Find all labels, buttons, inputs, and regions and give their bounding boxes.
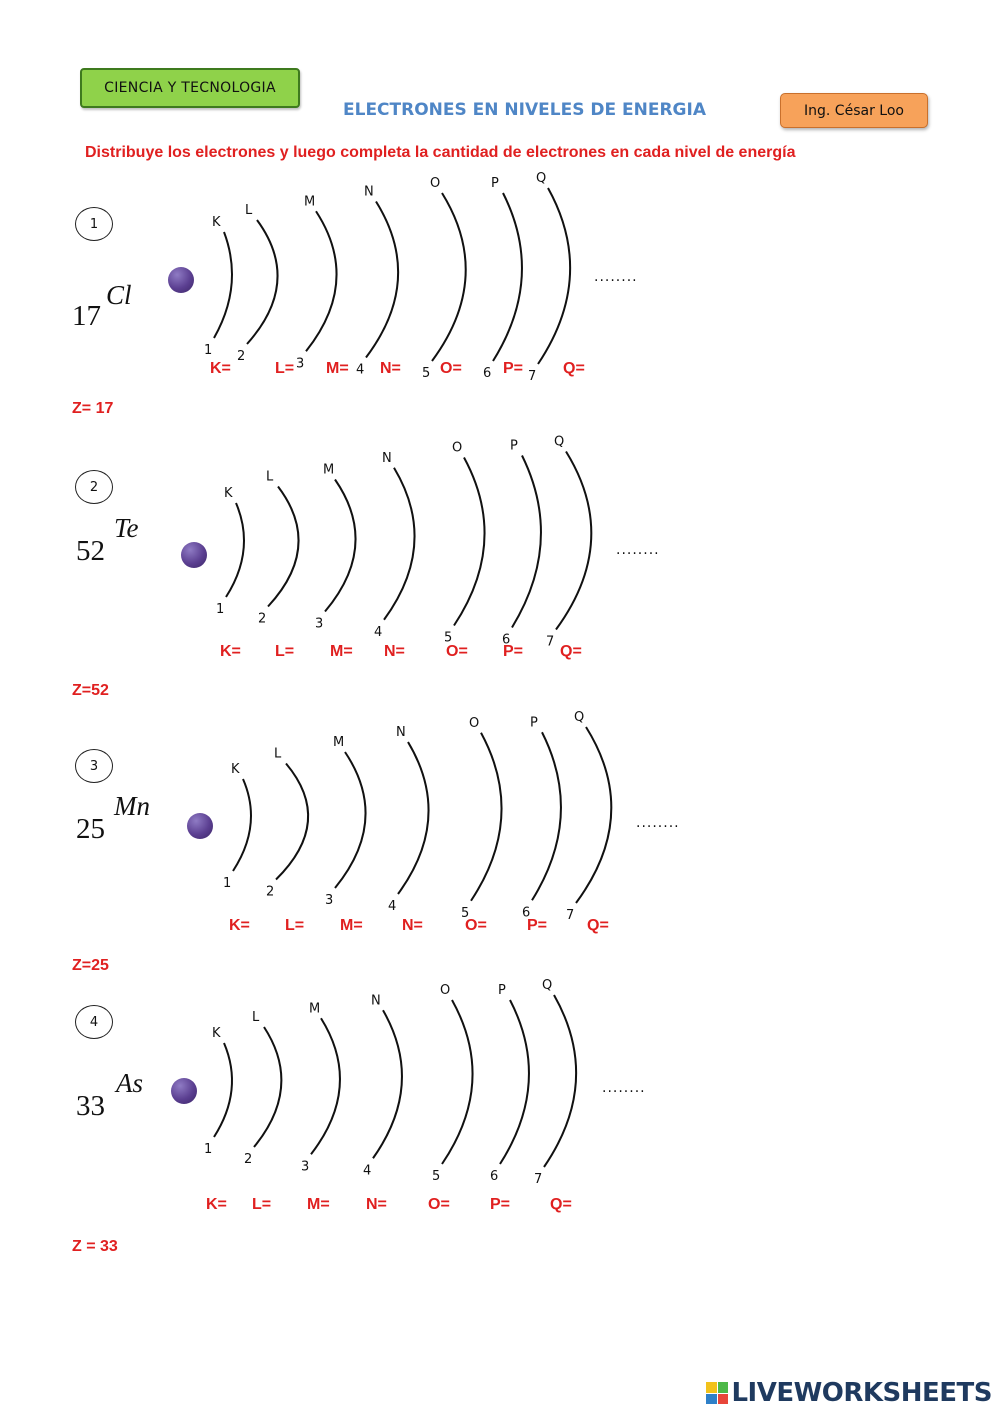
z-value: Z=52 [72, 682, 109, 699]
shell-number-4: 4 [356, 362, 365, 378]
shell-arc-M [311, 1018, 340, 1154]
shell-arc-K [214, 1043, 232, 1137]
shell-letter-K: K [224, 486, 233, 501]
level-field-O[interactable]: O= [465, 917, 487, 934]
shell-number-5: 5 [432, 1169, 441, 1184]
shell-number-1: 1 [204, 343, 213, 358]
shell-number-4: 4 [374, 624, 383, 640]
footer-brand-text: LIVEWORKSHEETS [731, 1378, 992, 1408]
exercise-number-badge: 1 [75, 207, 113, 241]
shell-number-5: 5 [461, 905, 470, 921]
shell-number-3: 3 [325, 893, 334, 908]
atomic-number: 33 [76, 1090, 105, 1122]
shell-letter-K: K [231, 762, 240, 777]
level-field-O[interactable]: O= [446, 643, 468, 660]
shell-arc-P [532, 732, 561, 900]
shell-letter-M: M [309, 1001, 321, 1017]
shell-arc-Q [538, 188, 570, 364]
level-field-K[interactable]: K= [210, 360, 231, 377]
energy-shells [0, 710, 1000, 1025]
shell-arc-O [471, 733, 502, 901]
shell-number-6: 6 [502, 632, 511, 648]
shell-letter-P: P [498, 983, 506, 998]
energy-shells [0, 171, 1000, 485]
shell-letter-O: O [430, 176, 441, 191]
level-field-M[interactable]: M= [340, 917, 363, 934]
trailing-dots: ........ [636, 815, 680, 831]
shell-arc-K [226, 503, 244, 597]
exercise-4 [0, 978, 1000, 1290]
shell-letter-L: L [266, 469, 274, 485]
shell-number-3: 3 [296, 356, 305, 372]
shell-arc-M [335, 752, 366, 888]
shell-number-1: 1 [204, 1142, 213, 1157]
energy-shells [0, 978, 1000, 1290]
shell-number-7: 7 [528, 369, 537, 384]
liveworksheets-logo-icon [706, 1382, 728, 1404]
shell-number-7: 7 [546, 634, 555, 650]
shell-arc-N [398, 742, 429, 894]
shell-letter-K: K [212, 1026, 221, 1041]
atomic-number: 17 [72, 300, 101, 332]
shell-arc-P [512, 456, 541, 628]
shell-number-2: 2 [258, 611, 267, 627]
level-field-N[interactable]: N= [384, 643, 405, 660]
atomic-number: 52 [76, 535, 105, 567]
shell-letter-M: M [323, 462, 335, 478]
level-field-Q[interactable]: Q= [563, 360, 585, 377]
level-field-L[interactable]: L= [285, 917, 305, 934]
level-field-N[interactable]: N= [402, 917, 423, 934]
level-field-M[interactable]: M= [326, 360, 349, 377]
shell-letter-Q: Q [574, 710, 585, 725]
shell-number-5: 5 [444, 630, 453, 646]
level-field-M[interactable]: M= [330, 643, 353, 660]
shell-number-7: 7 [534, 1172, 543, 1187]
shell-number-2: 2 [244, 1152, 253, 1167]
shell-number-4: 4 [388, 899, 397, 914]
element-symbol: Te [114, 513, 139, 543]
shell-arc-L [247, 220, 278, 344]
shell-letter-M: M [333, 735, 345, 750]
shell-arc-P [493, 193, 522, 361]
level-field-K[interactable]: K= [229, 917, 250, 934]
shell-letter-O: O [440, 983, 451, 998]
exercise-number-badge: 2 [75, 470, 113, 504]
shell-letter-Q: Q [536, 171, 547, 186]
shell-letter-O: O [452, 440, 463, 456]
shell-number-1: 1 [216, 602, 225, 617]
shell-arc-O [442, 1000, 473, 1164]
shell-number-4: 4 [363, 1163, 372, 1179]
shell-letter-L: L [274, 746, 282, 762]
shell-letter-L: L [245, 203, 253, 218]
level-field-K[interactable]: K= [220, 643, 241, 660]
shell-arc-O [454, 458, 485, 626]
shell-arc-L [268, 487, 299, 607]
shell-arc-N [384, 468, 415, 620]
shell-letter-L: L [252, 1010, 260, 1025]
trailing-dots: ........ [616, 542, 660, 558]
shell-number-2: 2 [237, 349, 246, 364]
level-field-M[interactable]: M= [307, 1196, 330, 1213]
shell-arc-P [500, 1000, 529, 1164]
author-label: Ing. César Loo [780, 93, 928, 128]
level-field-P[interactable]: P= [503, 643, 524, 660]
shell-arc-O [432, 193, 466, 361]
element-symbol: As [116, 1068, 143, 1098]
shell-letter-Q: Q [542, 978, 553, 993]
page-title: ELECTRONES EN NIVELES DE ENERGIA [343, 100, 706, 120]
level-field-O[interactable]: O= [428, 1196, 450, 1213]
subject-label: CIENCIA Y TECNOLOGIA [80, 68, 300, 108]
level-field-L[interactable]: L= [275, 360, 295, 377]
level-field-P[interactable]: P= [490, 1196, 511, 1213]
exercise-number-badge: 3 [75, 749, 113, 783]
footer-brand [706, 1378, 992, 1408]
shell-number-6: 6 [490, 1169, 499, 1184]
shell-arc-K [214, 232, 232, 338]
shell-letter-P: P [530, 715, 538, 731]
level-field-O[interactable]: O= [440, 360, 462, 377]
exercise-2 [0, 434, 1000, 750]
shell-arc-L [254, 1027, 281, 1147]
shell-number-6: 6 [483, 366, 492, 381]
shell-number-6: 6 [522, 905, 531, 921]
level-field-Q[interactable]: Q= [587, 917, 609, 934]
exercise-number-badge: 4 [75, 1005, 113, 1039]
element-symbol: Cl [106, 280, 132, 310]
z-value: Z = 33 [72, 1238, 118, 1255]
level-field-P[interactable]: P= [503, 360, 524, 377]
instruction-text: Distribuye los electrones y luego completa la cantidad de electrones en cada nivel de energía [85, 144, 796, 161]
shell-number-2: 2 [266, 884, 275, 900]
exercise-3 [0, 710, 1000, 1025]
shell-arc-Q [556, 452, 591, 630]
shell-letter-K: K [212, 215, 221, 230]
shell-arc-L [276, 764, 308, 880]
atomic-number: 25 [76, 813, 105, 845]
shell-arc-M [325, 480, 356, 612]
shell-arc-N [366, 202, 398, 358]
energy-shells [0, 434, 1000, 750]
exercise-1 [0, 171, 1000, 485]
shell-number-5: 5 [422, 366, 431, 381]
level-field-K[interactable]: K= [206, 1196, 227, 1213]
shell-arc-K [233, 779, 251, 871]
element-symbol: Mn [114, 791, 150, 821]
shell-arc-Q [544, 995, 576, 1167]
shell-number-1: 1 [223, 876, 232, 891]
shell-number-3: 3 [301, 1159, 310, 1175]
shell-arc-N [373, 1010, 402, 1158]
shell-letter-N: N [371, 993, 381, 1009]
shell-letter-M: M [304, 194, 316, 210]
level-field-L[interactable]: L= [252, 1196, 272, 1213]
shell-letter-P: P [491, 176, 499, 191]
level-field-N[interactable]: N= [380, 360, 401, 377]
shell-number-7: 7 [566, 908, 575, 923]
shell-arc-M [306, 211, 337, 351]
level-field-P[interactable]: P= [527, 917, 548, 934]
shell-letter-Q: Q [554, 434, 565, 450]
level-field-Q[interactable]: Q= [550, 1196, 572, 1213]
shell-arc-Q [576, 727, 611, 903]
shell-number-3: 3 [315, 616, 324, 632]
shell-letter-N: N [396, 725, 406, 740]
level-field-N[interactable]: N= [366, 1196, 387, 1213]
shell-letter-O: O [469, 715, 480, 731]
z-value: Z= 17 [72, 400, 114, 417]
shell-letter-N: N [382, 450, 392, 466]
trailing-dots: ........ [602, 1080, 646, 1096]
level-field-Q[interactable]: Q= [560, 643, 582, 660]
trailing-dots: ........ [594, 269, 638, 285]
level-field-L[interactable]: L= [275, 643, 295, 660]
shell-letter-P: P [510, 438, 518, 454]
z-value: Z=25 [72, 957, 109, 974]
shell-letter-N: N [364, 184, 374, 200]
